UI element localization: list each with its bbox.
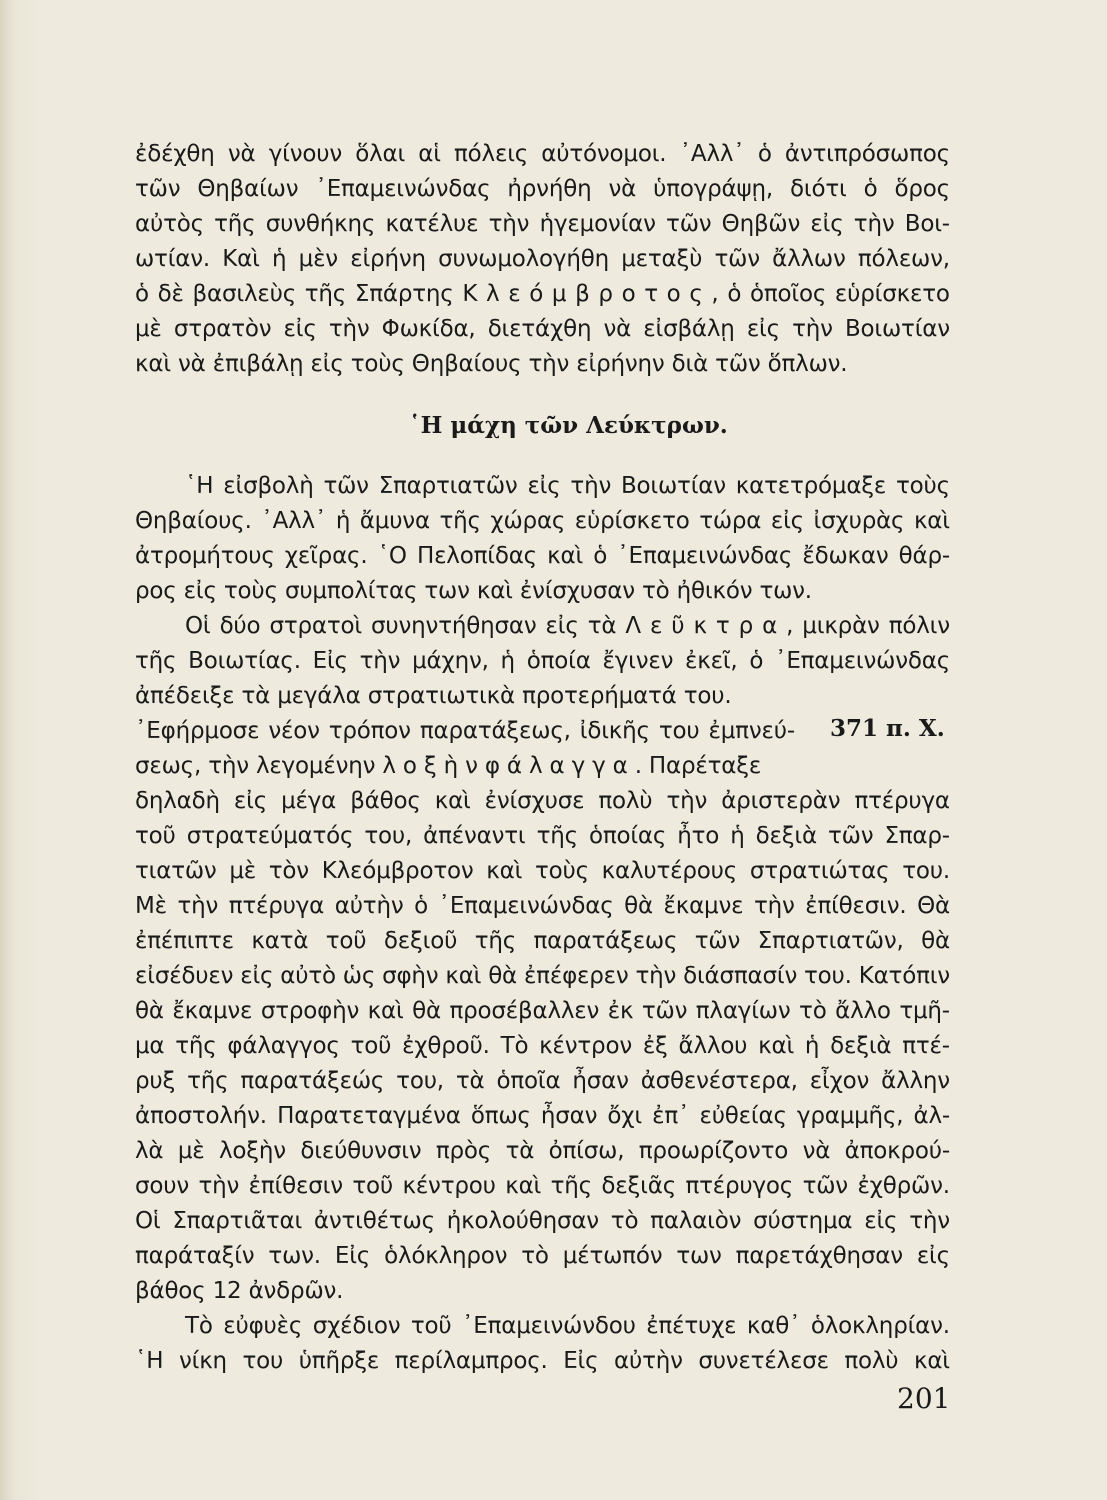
text-line: Μὲ τὴν πτέρυγα αὐτὴν ὁ ᾽Επαμεινώνδας θὰ ἔκαμνε τὴν ἐπίθεσιν. Θὰ	[135, 893, 950, 919]
text-line: ἐδέχθη νὰ γίνουν ὅλαι αἱ πόλεις αὐτόνομοι. ᾽Αλλ᾽ ὁ ἀντιπρόσωπος	[135, 141, 950, 167]
text-line: Οἱ δύο στρατοὶ συνηντήθησαν εἰς τὰ Λ ε ῦ κ τ ρ α , μικρὰν πόλιν	[185, 613, 950, 639]
section-heading: ῾Η μάχη τῶν Λεύκτρων.	[409, 412, 728, 439]
text-line: παράταξίν των. Εἰς ὁλόκληρον τὸ μέτωπόν των παρετάχθησαν εἰς	[135, 1243, 950, 1269]
text-line: σουν τὴν ἐπίθεσιν τοῦ κέντρου καὶ τῆς δεξιᾶς πτέρυγος τῶν ἐχθρῶν.	[135, 1173, 950, 1199]
text-line: μὲ στρατὸν εἰς τὴν Φωκίδα, διετάχθη νὰ εἰσβάλῃ εἰς τὴν Βοιωτίαν	[135, 316, 950, 342]
text-line: ᾽Εφήρμοσε νέον τρόπον παρατάξεως, ἰδικῆς του ἐμπνεύ-	[135, 718, 795, 744]
text-line: εἰσέδυεν εἰς αὐτὸ ὡς σφὴν καὶ θὰ ἐπέφερεν τὴν διάσπασίν του. Κατόπιν	[135, 963, 950, 989]
margin-date: 371 π. Χ.	[830, 715, 945, 742]
text-line: ρος εἰς τοὺς συμπολίτας των καὶ ἐνίσχυσαν τὸ ἠθικόν των.	[135, 578, 812, 604]
text-line: καὶ νὰ ἐπιβάλῃ εἰς τοὺς Θηβαίους τὴν εἰρήνην διὰ τῶν ὅπλων.	[135, 351, 848, 377]
text-line: ὁ δὲ βασιλεὺς τῆς Σπάρτης Κ λ ε ό μ β ρ ο τ ο ς , ὁ ὁποῖος εὑρίσκετο	[135, 281, 950, 307]
text-line: Θηβαίους. ᾽Αλλ᾽ ἡ ἄμυνα τῆς χώρας εὑρίσκετο τώρα εἰς ἰσχυρὰς καὶ	[135, 508, 950, 534]
text-line: ῾Η νίκη του ὑπῆρξε περίλαμπρος. Εἰς αὐτὴν συνετέλεσε πολὺ καὶ	[135, 1348, 950, 1374]
text-line: τῆς Βοιωτίας. Εἰς τὴν μάχην, ἡ ὁποία ἔγινεν ἐκεῖ, ὁ ᾽Επαμεινώνδας	[135, 648, 950, 674]
text-line: δηλαδὴ εἰς μέγα βάθος καὶ ἐνίσχυσε πολὺ τὴν ἀριστερὰν πτέρυγα	[135, 788, 950, 814]
text-line: ἐπέπιπτε κατὰ τοῦ δεξιοῦ τῆς παρατάξεως τῶν Σπαρτιατῶν, θὰ	[135, 928, 950, 954]
text-line: βάθος 12 ἀνδρῶν.	[135, 1278, 344, 1304]
text-line: ῾Η εἰσβολὴ τῶν Σπαρτιατῶν εἰς τὴν Βοιωτίαν κατετρόμαξε τοὺς	[185, 473, 950, 499]
text-line: Οἱ Σπαρτιᾶται ἀντιθέτως ἠκολούθησαν τὸ παλαιὸν σύστημα εἰς τὴν	[135, 1208, 950, 1234]
text-line: Τὸ εὐφυὲς σχέδιον τοῦ ᾽Επαμεινώνδου ἐπέτυχε καθ᾽ ὁλοκληρίαν.	[185, 1313, 950, 1339]
text-line: αὐτὸς τῆς συνθήκης κατέλυε τὴν ἡγεμονίαν τῶν Θηβῶν εἰς τὴν Βοι-	[135, 211, 950, 237]
text-line: τιατῶν μὲ τὸν Κλεόμβροτον καὶ τοὺς καλυτέρους στρατιώτας του.	[135, 858, 950, 884]
text-line: ἀτρομήτους χεῖρας. ῾Ο Πελοπίδας καὶ ὁ ᾽Επαμεινώνδας ἔδωκαν θάρ-	[135, 543, 950, 569]
text-line: λὰ μὲ λοξὴν διεύθυνσιν πρὸς τὰ ὀπίσω, προωρίζοντο νὰ ἀποκρού-	[135, 1138, 950, 1164]
page-number: 201	[897, 1382, 951, 1415]
text-line: σεως, τὴν λεγομένην λ ο ξ ὴ ν φ ά λ α γ γ α . Παρέταξε	[135, 753, 762, 779]
text-line: τῶν Θηβαίων ᾽Επαμεινώνδας ἠρνήθη νὰ ὑπογράψῃ, διότι ὁ ὅρος	[135, 176, 950, 202]
text-line: ρυξ τῆς παρατάξεώς του, τὰ ὁποῖα ἦσαν ἀσθενέστερα, εἶχον ἄλλην	[135, 1068, 950, 1094]
text-line: ωτίαν. Καὶ ἡ μὲν εἰρήνη συνωμολογήθη μεταξὺ τῶν ἄλλων πόλεων,	[135, 246, 950, 272]
text-line: θὰ ἔκαμνε στροφὴν καὶ θὰ προσέβαλλεν ἐκ τῶν πλαγίων τὸ ἄλλο τμῆ-	[135, 998, 950, 1024]
text-line: ἀποστολήν. Παρατεταγμένα ὅπως ἦσαν ὄχι ἐπ᾽ εὐθείας γραμμῆς, ἀλ-	[135, 1103, 950, 1129]
text-line: ἀπέδειξε τὰ μεγάλα στρατιωτικὰ προτερήματά του.	[135, 683, 732, 709]
text-line: μα τῆς φάλαγγος τοῦ ἐχθροῦ. Τὸ κέντρον ἐξ ἄλλου καὶ ἡ δεξιὰ πτέ-	[135, 1033, 950, 1059]
text-line: τοῦ στρατεύματός του, ἀπέναντι τῆς ὁποίας ἦτο ἡ δεξιὰ τῶν Σπαρ-	[135, 823, 950, 849]
